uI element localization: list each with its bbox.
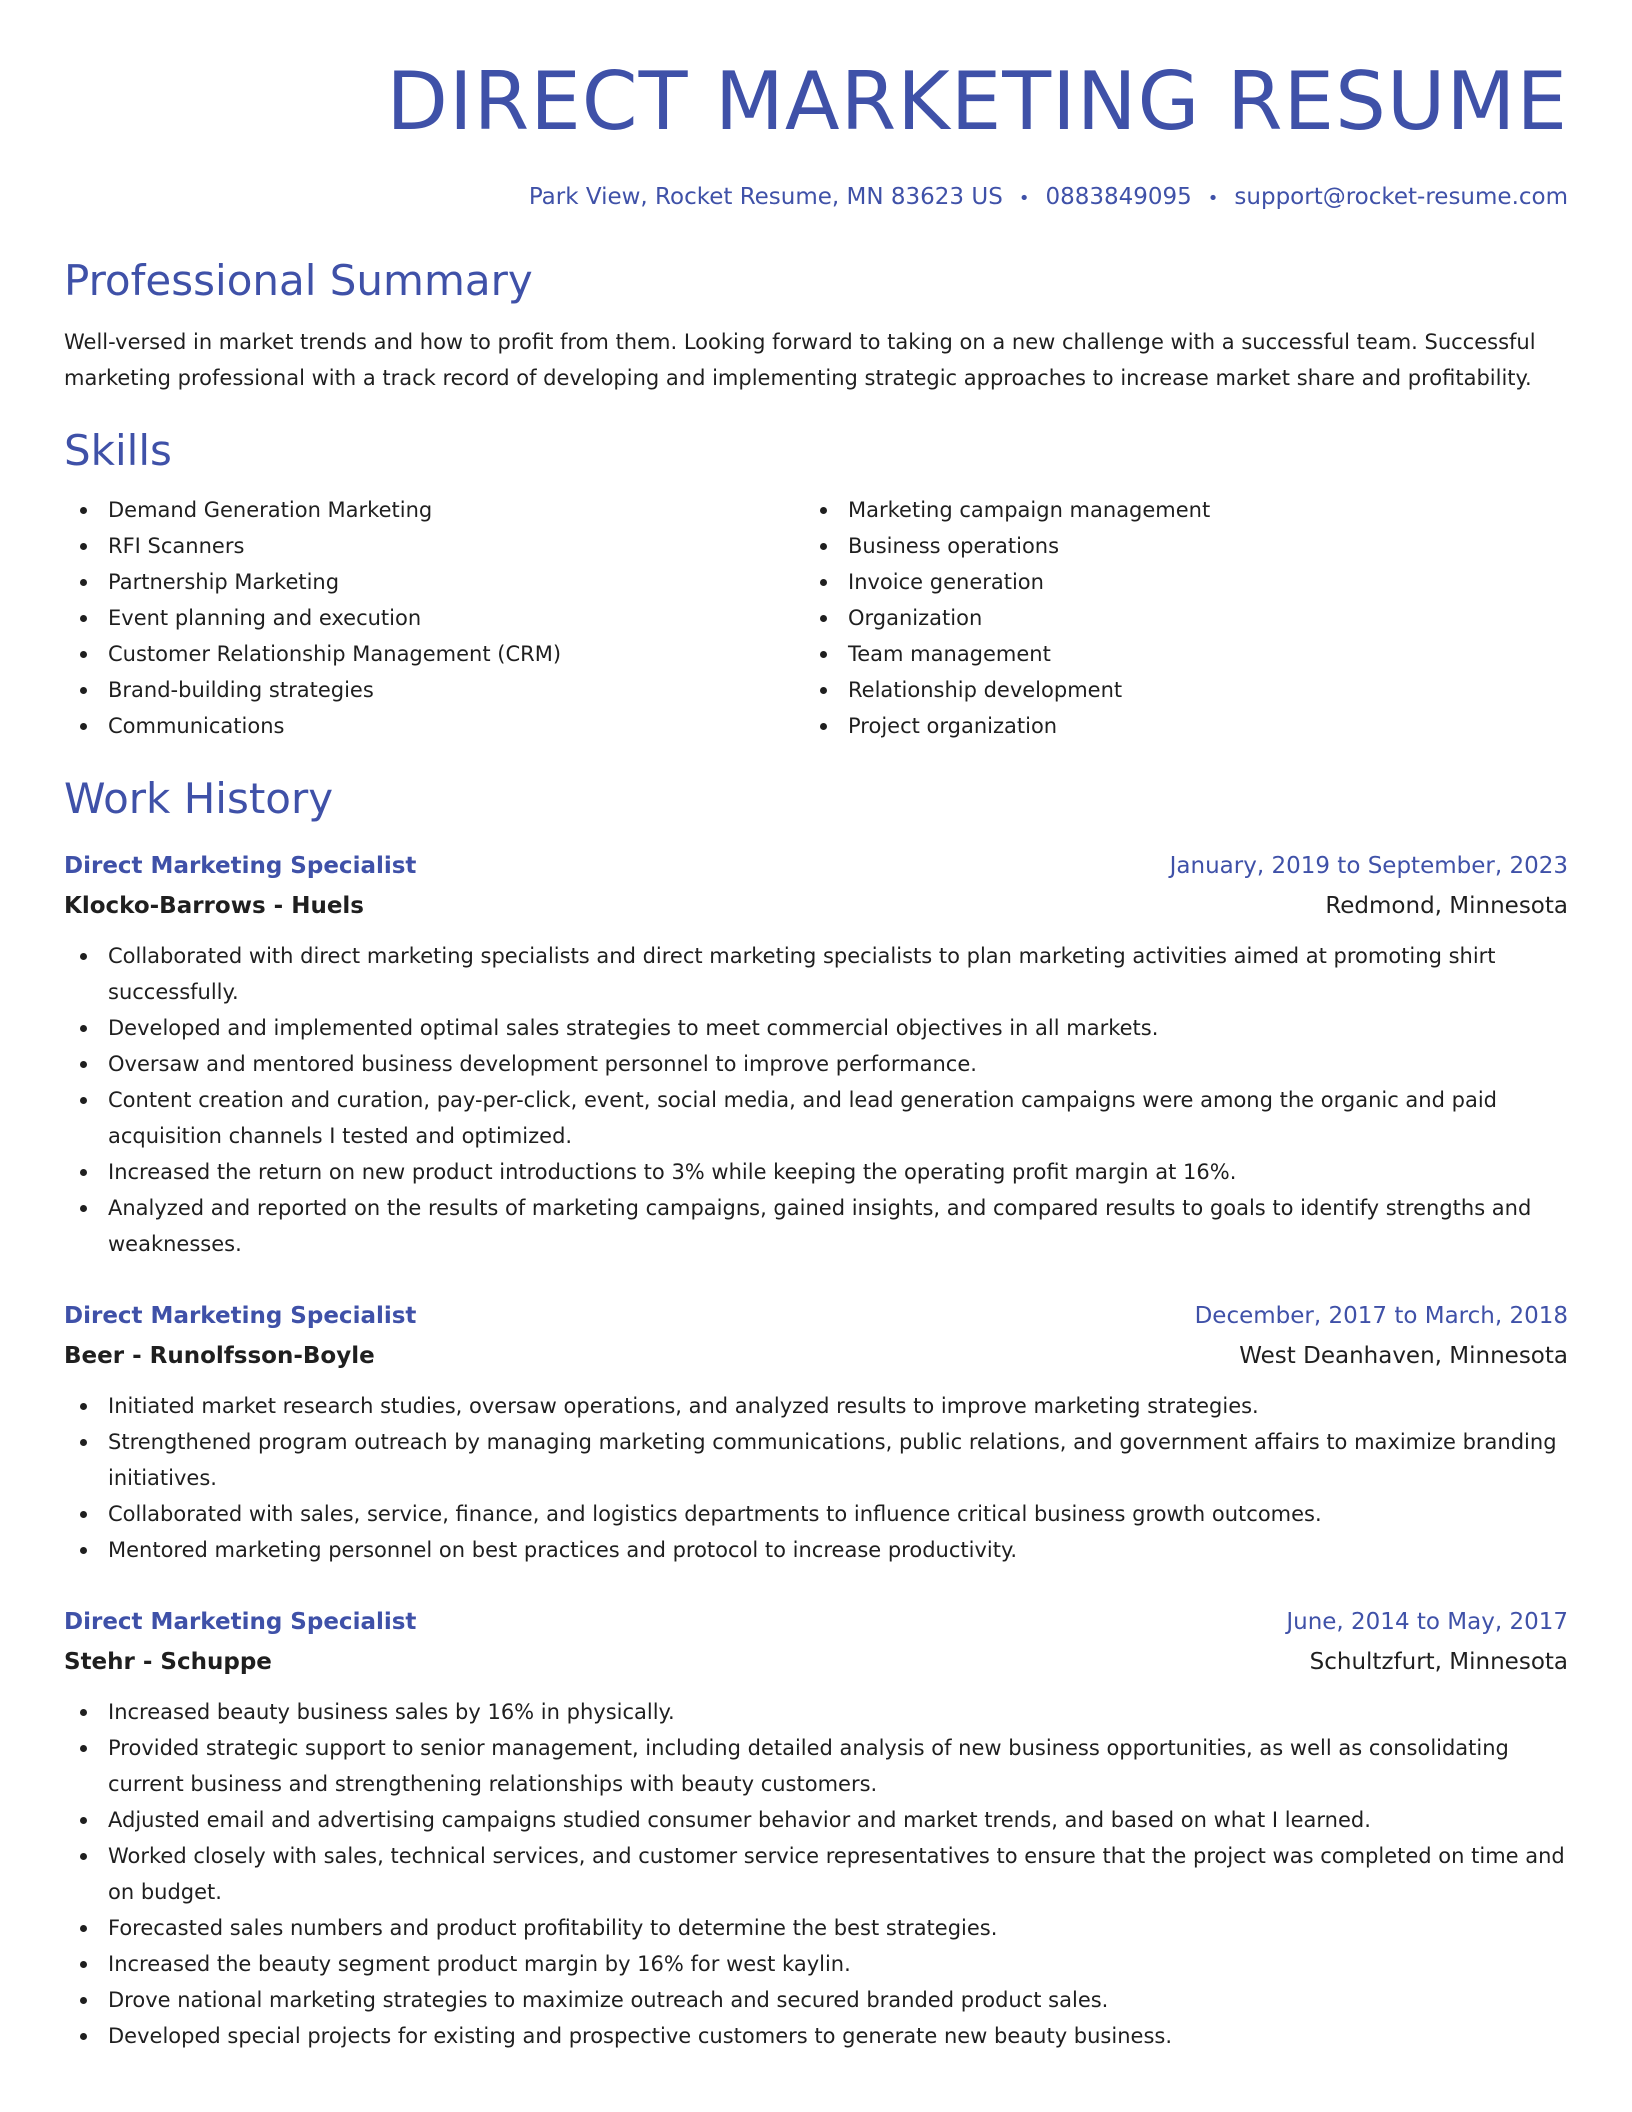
job-bullet: Worked closely with sales, technical services, and customer service representatives to ensure that the project was completed on time and on budget. [64, 1838, 1568, 1910]
job-company: Beer - Runolfsson-Boyle [64, 1343, 375, 1369]
job-location: Redmond, Minnesota [1325, 893, 1568, 919]
job-bullet: Analyzed and reported on the results of marketing campaigns, gained insights, and compared results to goals to identify strengths and weaknesses. [64, 1190, 1568, 1262]
job-title: Direct Marketing Specialist [64, 1609, 417, 1635]
job-bullets [64, 1694, 1568, 2054]
job-entry [64, 1606, 1568, 2054]
skill-item: Project organization [804, 708, 1568, 744]
job-bullet: Collaborated with direct marketing specialists and direct marketing specialists to plan marketing activities aimed at promoting shirt successfully. [64, 938, 1568, 1010]
resume-header [64, 54, 1568, 214]
skill-item: Marketing campaign management [804, 492, 1568, 528]
skill-item: Demand Generation Marketing [64, 492, 804, 528]
job-bullet: Increased the beauty segment product margin by 16% for west kaylin. [64, 1946, 1568, 1982]
resume-title: DIRECT MARKETING RESUME [386, 55, 1568, 148]
job-location: West Deanhaven, Minnesota [1239, 1343, 1568, 1369]
skill-item: Event planning and execution [64, 600, 804, 636]
job-bullet: Developed and implemented optimal sales strategies to meet commercial objectives in all markets. [64, 1010, 1568, 1046]
job-dates: December, 2017 to March, 2018 [1194, 1303, 1568, 1329]
skill-item: Business operations [804, 528, 1568, 564]
job-entry [64, 1300, 1568, 1568]
skills-heading: Skills [64, 426, 172, 475]
job-subheader [64, 890, 1568, 922]
job-bullet: Collaborated with sales, service, finance, and logistics departments to influence critical business growth outcomes. [64, 1496, 1568, 1532]
job-bullet: Adjusted email and advertising campaigns studied consumer behavior and market trends, and based on what I learned. [64, 1802, 1568, 1838]
job-bullet: Forecasted sales numbers and product profitability to determine the best strategies. [64, 1910, 1568, 1946]
job-entry [64, 850, 1568, 1262]
job-company: Stehr - Schuppe [64, 1649, 272, 1675]
contact-line [64, 182, 1568, 214]
job-title: Direct Marketing Specialist [64, 853, 417, 879]
summary-heading: Professional Summary [64, 256, 533, 305]
job-company: Klocko-Barrows - Huels [64, 893, 364, 919]
skill-item: Brand-building strategies [64, 672, 804, 708]
job-bullet: Increased the return on new product introductions to 3% while keeping the operating profit margin at 16%. [64, 1154, 1568, 1190]
job-subheader [64, 1646, 1568, 1678]
job-bullet: Oversaw and mentored business development personnel to improve performance. [64, 1046, 1568, 1082]
job-bullet: Mentored marketing personnel on best practices and protocol to increase productivity. [64, 1532, 1568, 1568]
job-bullet: Developed special projects for existing and prospective customers to generate new beauty business. [64, 2018, 1568, 2054]
job-subheader [64, 1340, 1568, 1372]
contact-email: support@rocket-resume.com [1234, 184, 1568, 210]
job-bullet: Increased beauty business sales by 16% in physically. [64, 1694, 1568, 1730]
skill-item: Customer Relationship Management (CRM) [64, 636, 804, 672]
job-header [64, 1300, 1568, 1332]
skill-item: Communications [64, 708, 804, 744]
skill-item: Relationship development [804, 672, 1568, 708]
job-header [64, 1606, 1568, 1638]
skill-item: Invoice generation [804, 564, 1568, 600]
skills-grid [64, 492, 1568, 744]
job-dates: June, 2014 to May, 2017 [1286, 1609, 1568, 1635]
contact-separator: • [1018, 188, 1030, 209]
job-location: Schultzfurt, Minnesota [1309, 1649, 1568, 1675]
contact-address: Park View, Rocket Resume, MN 83623 US [528, 184, 1003, 210]
job-bullet: Initiated market research studies, oversaw operations, and analyzed results to improve marketing strategies. [64, 1388, 1568, 1424]
contact-separator: • [1207, 188, 1219, 209]
job-dates: January, 2019 to September, 2023 [1169, 853, 1568, 879]
skills-list-right [804, 492, 1568, 744]
skill-item: RFI Scanners [64, 528, 804, 564]
job-bullet: Content creation and curation, pay-per-click, event, social media, and lead generation campaigns were among the organic and paid acquisition channels I tested and optimized. [64, 1082, 1568, 1154]
summary-text: Well-versed in market trends and how to profit from them. Looking forward to taking on a new challenge with a successful team. Successful marketing professional with a track record of developing and implementing strategic approaches to increase market share and profitability. [64, 330, 1536, 390]
skill-item: Partnership Marketing [64, 564, 804, 600]
work-history-heading: Work History [64, 774, 334, 823]
job-bullets [64, 1388, 1568, 1568]
skill-item: Organization [804, 600, 1568, 636]
job-title: Direct Marketing Specialist [64, 1303, 417, 1329]
skills-list-left [64, 492, 804, 744]
job-header [64, 850, 1568, 882]
job-bullet: Provided strategic support to senior management, including detailed analysis of new business opportunities, as well as consolidating current business and strengthening relationships with beauty customers. [64, 1730, 1568, 1802]
skill-item: Team management [804, 636, 1568, 672]
job-bullets [64, 938, 1568, 1262]
contact-phone: 0883849095 [1045, 184, 1192, 210]
job-bullet: Strengthened program outreach by managing marketing communications, public relations, and government affairs to maximize branding initiatives. [64, 1424, 1568, 1496]
job-bullet: Drove national marketing strategies to maximize outreach and secured branded product sales. [64, 1982, 1568, 2018]
